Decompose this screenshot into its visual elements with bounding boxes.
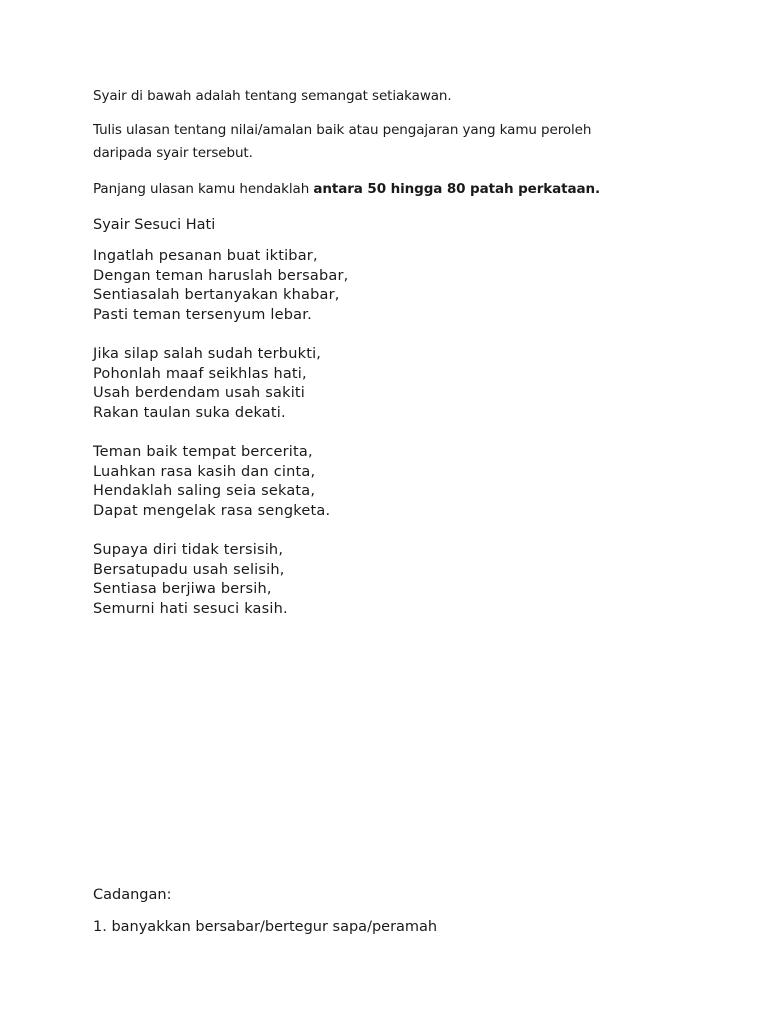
poem-line: Pohonlah maaf seikhlas hati, (93, 365, 307, 382)
length-instruction (93, 178, 600, 201)
poem-line: Jika silap salah sudah terbukti, (93, 346, 322, 362)
poem-line: Dengan teman haruslah bersabar, (93, 267, 349, 284)
poem-title: Syair Sesuci Hati (93, 217, 216, 233)
cadangan-label: Cadangan: (93, 887, 172, 903)
poem-line: Rakan taulan suka dekati. (93, 404, 286, 421)
task-line-2: daripada syair tersebut. (93, 145, 253, 161)
poem-line: Hendaklah saling seia sekata, (93, 483, 316, 500)
poem-line: Ingatlah pesanan buat iktibar, (93, 248, 318, 264)
poem-line: Supaya diri tidak tersisih, (93, 542, 284, 558)
task-line-1: Tulis ulasan tentang nilai/amalan baik atau pengajaran yang kamu peroleh (93, 122, 592, 138)
poem-line: Luahkan rasa kasih dan cinta, (93, 463, 316, 480)
poem-line: Sentiasalah bertanyakan khabar, (93, 287, 340, 304)
poem-line: Teman baik tempat bercerita, (93, 444, 313, 460)
poem-line: Pasti teman tersenyum lebar. (93, 306, 312, 323)
poem-line: Usah berdendam usah sakiti (93, 385, 306, 402)
poem-line: Sentiasa berjiwa bersih, (93, 581, 272, 598)
intro-text: Syair di bawah adalah tentang semangat setiakawan. (93, 88, 452, 104)
task-instruction (93, 119, 591, 165)
length-requirement: antara 50 hingga 80 patah perkataan. (313, 181, 601, 197)
length-prefix: Panjang ulasan kamu hendaklah (93, 181, 314, 197)
poem-stanza-4 (93, 541, 288, 619)
poem-stanza-1 (93, 247, 348, 325)
poem-stanza-2 (93, 345, 321, 423)
poem-line: Bersatupadu usah selisih, (93, 561, 285, 578)
poem-stanza-3 (93, 443, 330, 521)
poem-line: Semurni hati sesuci kasih. (93, 600, 288, 617)
cadangan-item: 1. banyakkan bersabar/bertegur sapa/peramah (93, 919, 438, 935)
poem-line: Dapat mengelak rasa sengketa. (93, 502, 331, 519)
